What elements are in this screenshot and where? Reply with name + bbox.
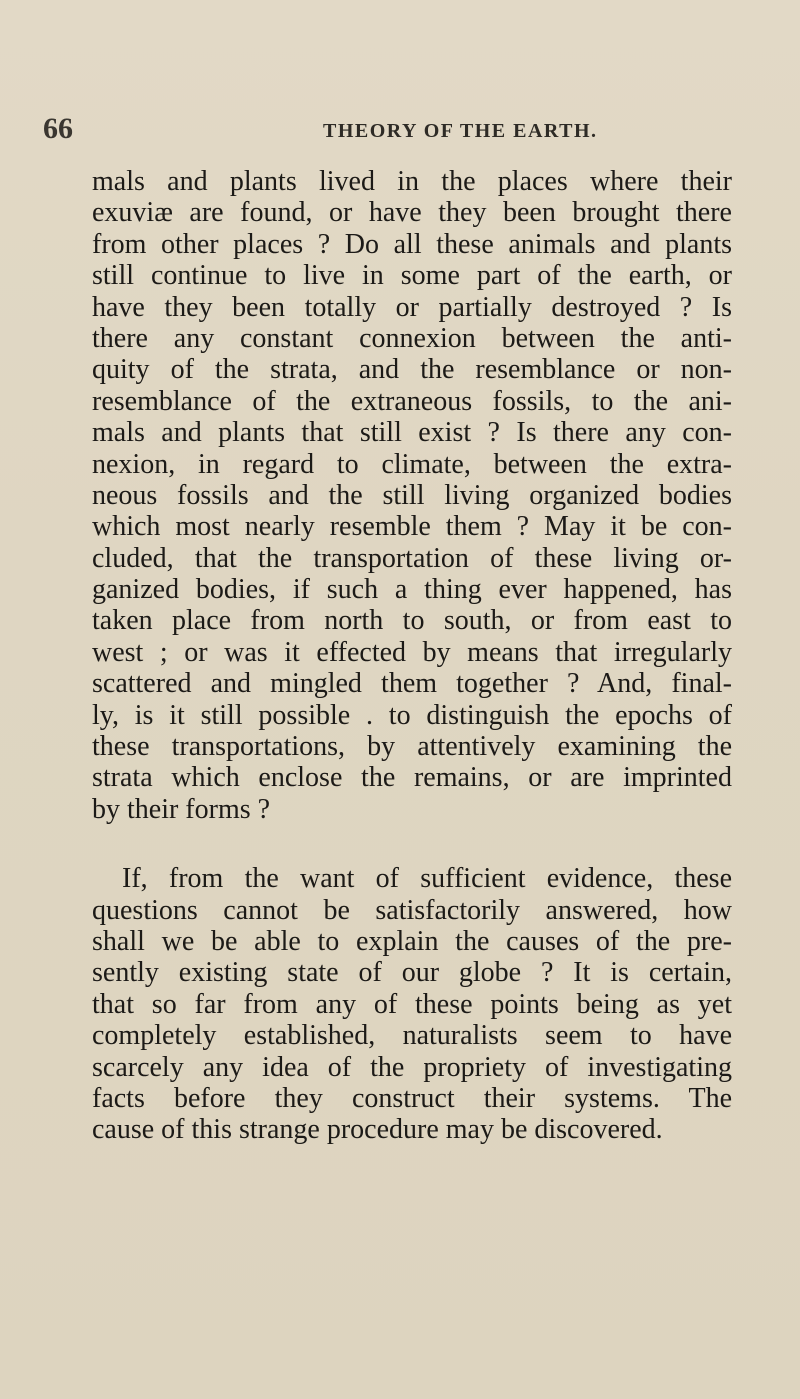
text-line: neous fossils and the still living organized bodies [92, 479, 732, 511]
paragraph-1 [92, 166, 732, 825]
paragraph-2 [92, 863, 732, 1146]
text-line: these transportations, by attentively examining the [92, 731, 732, 763]
text-line: scattered and mingled them together ? And, final- [92, 668, 732, 700]
text-line: cause of this strange procedure may be discovered. [92, 1114, 663, 1146]
text-line: nexion, in regard to climate, between the extra- [92, 448, 732, 480]
text-line: cluded, that the transportation of these living or- [92, 542, 732, 574]
text-line: have they been totally or partially destroyed ? Is [92, 291, 732, 323]
text-line: mals and plants lived in the places where their [92, 166, 732, 197]
text-line: which most nearly resemble them ? May it be con- [92, 511, 732, 543]
page-header [43, 112, 743, 152]
text-line: scarcely any idea of the propriety of investigating [92, 1051, 732, 1083]
text-line: ly, is it still possible . to distinguish the epochs of [92, 699, 732, 731]
text-line: If, from the want of sufficient evidence, these [122, 863, 732, 895]
running-head: THEORY OF THE EARTH. [323, 120, 598, 142]
text-line: shall we be able to explain the causes of the pre- [92, 925, 732, 957]
text-line: west ; or was it effected by means that irregularly [92, 636, 732, 668]
text-line: taken place from north to south, or from east to [92, 605, 732, 637]
text-line: from other places ? Do all these animals and plants [92, 228, 732, 260]
text-line: questions cannot be satisfactorily answered, how [92, 894, 732, 926]
page-number: 66 [43, 112, 73, 145]
text-line: facts before they construct their systems. The [92, 1082, 732, 1114]
text-line: strata which enclose the remains, or are imprinted [92, 762, 732, 794]
text-line: there any constant connexion between the anti- [92, 322, 732, 354]
text-line: mals and plants that still exist ? Is there any con- [92, 417, 732, 449]
text-line: completely established, naturalists seem to have [92, 1020, 732, 1052]
text-line: ganized bodies, if such a thing ever happened, has [92, 574, 732, 606]
body-text [92, 166, 732, 1146]
text-line: still continue to live in some part of the earth, or [92, 260, 732, 292]
paragraph-break [92, 825, 732, 863]
text-line: by their forms ? [92, 793, 271, 825]
text-line: exuviæ are found, or have they been brought there [92, 197, 732, 229]
text-line: quity of the strata, and the resemblance or non- [92, 354, 732, 386]
text-line: sently existing state of our globe ? It is certain, [92, 957, 732, 989]
text-line: that so far from any of these points being as yet [92, 988, 732, 1020]
text-line: resemblance of the extraneous fossils, to the ani- [92, 385, 732, 417]
